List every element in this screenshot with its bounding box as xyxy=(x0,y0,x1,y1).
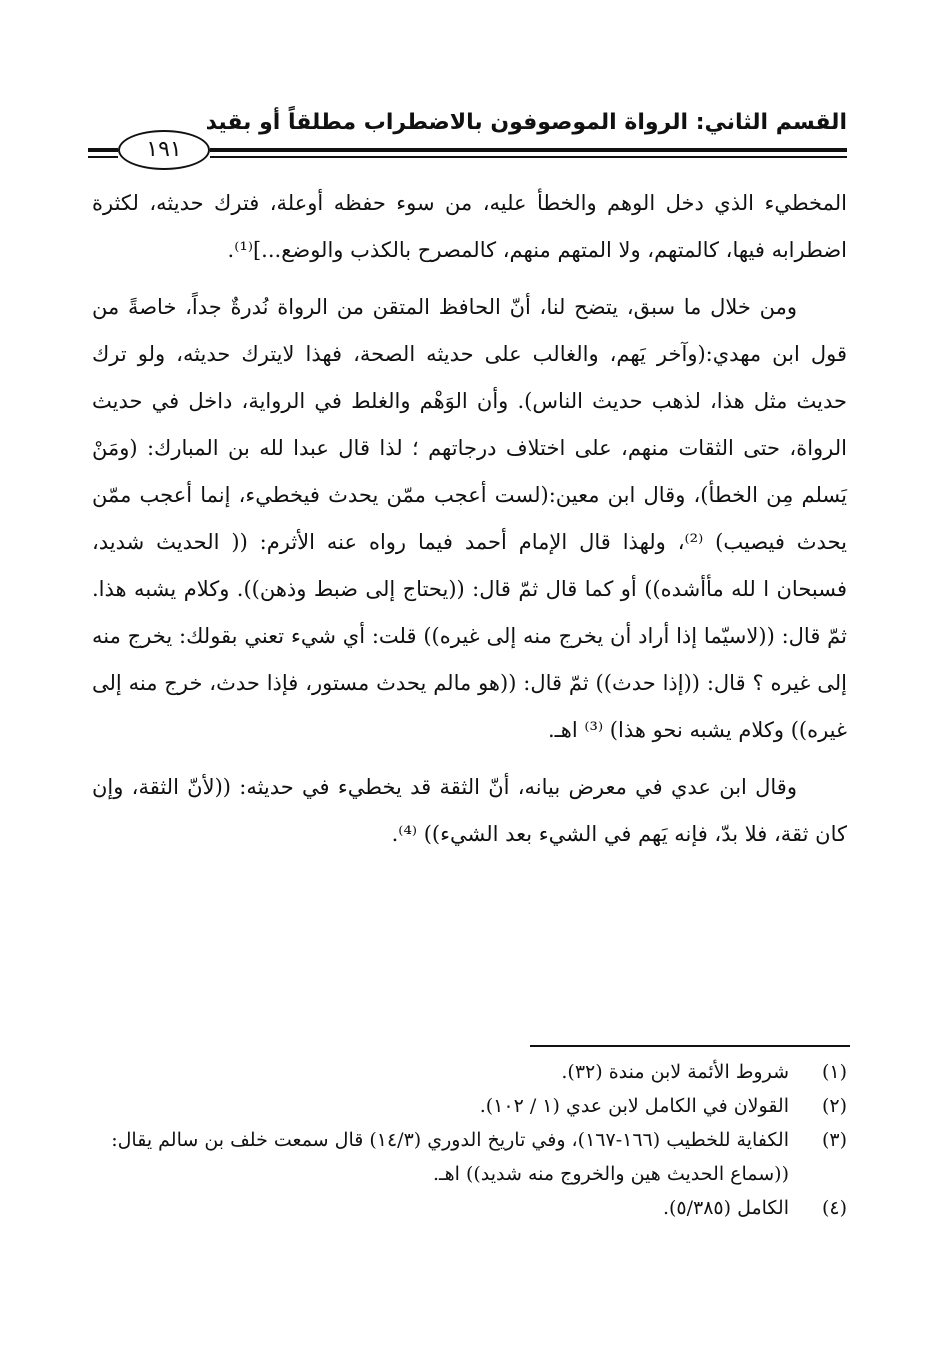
page-number: ١٩١ xyxy=(118,130,210,170)
header-rule-left-thin xyxy=(88,156,118,158)
footnote-text: شروط الأئمة لابن مندة (٣٢). xyxy=(561,1061,789,1083)
footnote-number: (٢) xyxy=(821,1095,847,1117)
footnote-number: (٣) xyxy=(821,1129,847,1151)
running-header-title: القسم الثاني: الرواة الموصوفون بالاضطراب مطلقاً أو بقيد xyxy=(205,110,847,135)
footnote-item xyxy=(92,1123,847,1191)
footnote-number: (٤) xyxy=(821,1197,847,1219)
footnote-item xyxy=(92,1089,847,1123)
header-rule-left-thick xyxy=(88,148,118,152)
footnotes xyxy=(92,1055,847,1225)
paragraph: ومن خلال ما سبق، يتضح لنا، أنّ الحافظ المتقن من الرواة نُدرةٌ جداً، خاصةً من قول ابن مهدي:(وآخر يَهم، والغالب على حديثه الصحة، فهذا لايترك حديثه، ولو ترك حديث مثل هذا، لذهب حديث الناس). وأن الوَهْم والغلط في الرواية، داخل في حديث الرواة، حتى الثقات منهم، على اختلاف درجاتهم ؛ لذا قال عبدا لله بن المبارك: (ومَنْ يَسلم مِن الخطأ)، وقال ابن معين:(لست أعجب ممّن يحدث فيخطيء، إنما أعجب ممّن يحدث فيصيب) ⁽²⁾، ولهذا قال الإمام أحمد فيما رواه عنه الأثرم: (( الحديث شديد، فسبحان ا لله مأأشده)) أو كما قال ثمّ قال: ((يحتاج إلى ضبط وذهن)). وكلام يشبه هذا. ثمّ قال: ((لاسيّما إذا أراد أن يخرج منه إلى غيره)) قلت: أي شيء تعني بقولك: يخرج منه إلى غيره ؟ قال: ((إذا حدث)) ثمّ قال: ((هو مالم يحدث مستور، فإذا حدث، خرج منه إلى غيره)) وكلام يشبه نحو هذا) ⁽³⁾ اهـ. xyxy=(92,295,847,742)
footnote-text: الكفاية للخطيب (١٦٦-١٦٧)، وفي تاريخ الدوري (١٤/٣) قال سمعت خلف بن سالم يقال: ((سماع الحديث هين والخروج منه شديد)) اهـ. xyxy=(111,1129,789,1185)
footnote-text: القولان في الكامل لابن عدي (١ / ١٠٢). xyxy=(479,1095,789,1117)
footnote-item xyxy=(92,1055,847,1089)
footnote-number: (١) xyxy=(821,1061,847,1083)
main-text xyxy=(92,180,847,868)
footnote-separator xyxy=(530,1045,850,1047)
header-rule-thick xyxy=(210,148,847,152)
footnote-text: الكامل (٥/٣٨٥). xyxy=(662,1197,789,1219)
header-rule-thin xyxy=(210,156,847,158)
paragraph-continuation: المخطيء الذي دخل الوهم والخطأ عليه، من سوء حفظه أوعلة، فترك حديثه، لكثرة اضطرابه فيها، كالمتهم، ولا المتهم منهم، كالمصرح بالكذب والوضع...]⁽¹⁾. xyxy=(92,191,847,262)
footnote-item xyxy=(92,1191,847,1225)
paragraph: وقال ابن عدي في معرض بيانه، أنّ الثقة قد يخطيء في حديثه: ((لأنّ الثقة، وإن كان ثقة، فلا بدّ، فإنه يَهم في الشيء بعد الشيء)) ⁽⁴⁾. xyxy=(92,775,847,846)
